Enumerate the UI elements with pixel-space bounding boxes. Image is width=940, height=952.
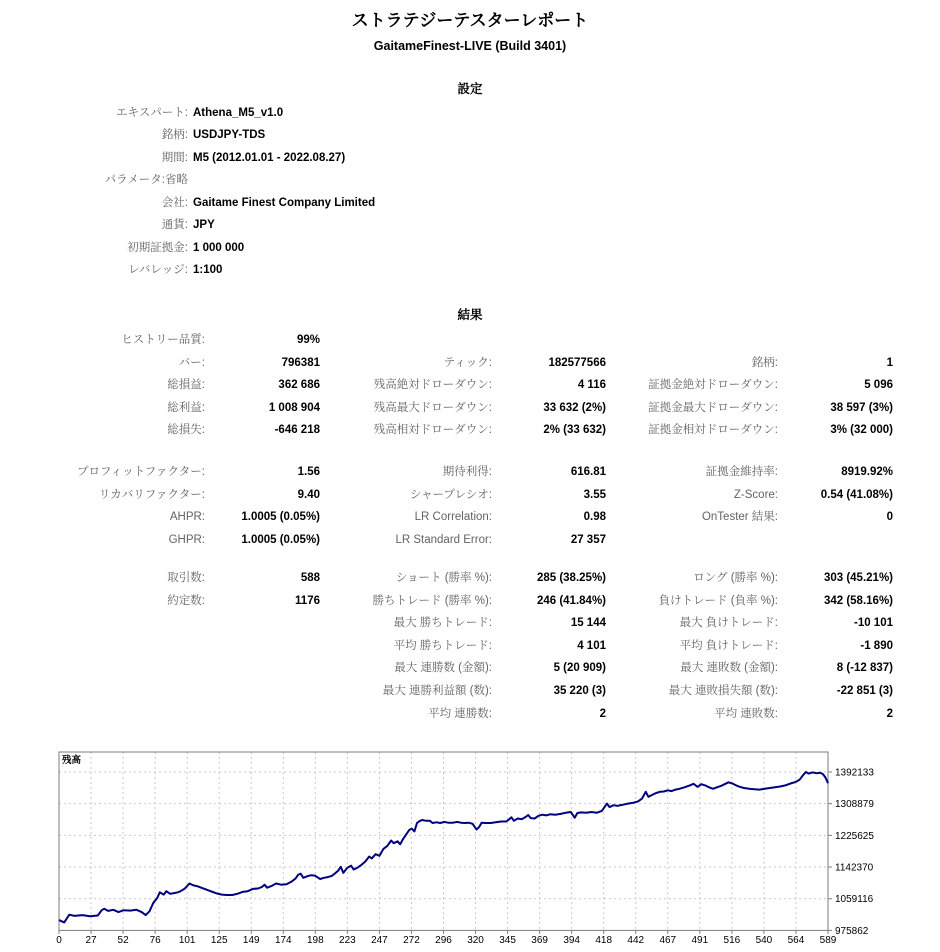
field-label: 取引数: [167, 572, 205, 584]
result-row [0, 615, 940, 632]
field-value: 9.40 [297, 488, 320, 501]
field-value: 3.55 [583, 488, 606, 501]
field-value: 38 597 (3%) [830, 401, 893, 414]
field-value: 182577566 [548, 356, 606, 369]
result-row [0, 509, 940, 526]
balance-chart [0, 740, 940, 952]
field-value: 3% (32 000) [830, 424, 893, 437]
field-value: 796381 [281, 356, 320, 369]
report-subtitle: GaitameFinest-LIVE (Build 3401) [373, 39, 567, 53]
field-label: LR Standard Error: [395, 533, 492, 546]
x-axis-tick-label: 369 [531, 935, 548, 946]
field-label: 平均 負けトレード: [679, 639, 778, 652]
field-label: AHPR: [169, 511, 205, 524]
x-axis-tick-label: 27 [85, 935, 97, 946]
field-label: 期間: [161, 151, 188, 164]
field-value: 1 [886, 356, 893, 369]
result-row [0, 332, 940, 349]
x-axis-tick-label: 0 [56, 935, 62, 946]
field-label: リカバリファクター: [98, 488, 205, 501]
field-label: レバレッジ: [128, 264, 188, 276]
x-axis-tick-label: 442 [627, 935, 645, 946]
field-value: 8919.92% [841, 466, 893, 478]
field-value: 4 116 [577, 379, 606, 392]
field-label: 総損失: [167, 424, 205, 437]
field-label: GHPR: [168, 533, 205, 546]
x-axis-tick-label: 320 [467, 935, 484, 946]
y-axis-tick-label: 1308879 [835, 799, 874, 811]
field-label: 初期証拠金: [127, 241, 188, 254]
field-value: 246 (41.84%) [536, 594, 606, 607]
field-label: プロフィットファクター: [77, 466, 205, 478]
field-label: 負けトレード (負率 %): [658, 594, 778, 607]
y-axis-tick-label: 1392133 [835, 767, 874, 779]
field-label: シャープレシオ: [409, 488, 492, 501]
result-row [0, 638, 940, 655]
result-row [0, 355, 940, 372]
field-label: LR Correlation: [414, 511, 492, 524]
results-heading: 結果 [457, 308, 483, 322]
field-value: 616.81 [570, 466, 606, 478]
field-label: ヒストリー品質: [121, 334, 205, 346]
result-row [0, 400, 940, 417]
x-axis-tick-label: 198 [306, 935, 324, 946]
field-label: 約定数: [167, 594, 205, 607]
y-axis-tick-label: 1142370 [835, 862, 874, 874]
field-label: バー: [178, 356, 205, 369]
field-value: 362 686 [278, 379, 320, 392]
field-value: M5 (2012.01.01 - 2022.08.27) [193, 151, 346, 164]
field-value: Athena_M5_v1.0 [193, 106, 284, 119]
field-label: 平均 連敗数: [714, 707, 778, 720]
field-label: 平均 勝ちトレード: [393, 639, 492, 652]
x-axis-tick-label: 52 [117, 935, 129, 946]
x-axis-tick-label: 125 [210, 935, 228, 946]
field-value: 0.54 (41.08%) [820, 488, 893, 501]
field-label: OnTester 結果: [701, 511, 778, 524]
field-label: 総利益: [167, 401, 205, 414]
result-row [0, 464, 940, 481]
field-value: 2% (33 632) [543, 424, 606, 437]
field-value: 1 008 904 [268, 401, 320, 414]
page-title: ストラテジーテスターレポート [351, 11, 589, 30]
settings-row [0, 150, 940, 167]
field-label: 平均 連勝数: [428, 707, 492, 720]
field-label: 最大 連勝利益額 (数): [382, 685, 492, 697]
settings-row [0, 105, 940, 122]
settings-row [0, 195, 940, 212]
field-label: 銘柄: [161, 129, 188, 141]
field-label: 通貨: [161, 219, 188, 231]
x-axis-tick-label: 247 [371, 935, 388, 946]
x-axis-tick-label: 272 [403, 935, 420, 946]
y-axis-tick-label: 1225625 [835, 830, 874, 842]
field-label: 最大 連敗数 (金額): [680, 662, 778, 675]
field-label: エキスパート: [116, 106, 188, 119]
x-axis-tick-label: 76 [149, 935, 161, 946]
field-value: 8 (-12 837) [836, 662, 893, 675]
result-row [0, 487, 940, 504]
x-axis-tick-label: 418 [595, 935, 613, 946]
x-axis-tick-label: 149 [242, 935, 260, 946]
field-value: 1.56 [297, 466, 320, 478]
field-label: 証拠金相対ドローダウン: [648, 424, 778, 437]
field-value: 4 101 [577, 639, 606, 652]
x-axis-tick-label: 174 [274, 935, 292, 946]
field-value: 35 220 (3) [553, 685, 606, 697]
x-axis-tick-label: 516 [723, 935, 741, 946]
field-value: 342 (58.16%) [823, 594, 893, 607]
x-axis-tick-label: 223 [339, 935, 356, 946]
field-value: -10 101 [853, 617, 893, 630]
x-axis-tick-label: 394 [563, 935, 581, 946]
settings-row [0, 217, 940, 234]
field-value: 15 144 [570, 617, 606, 630]
field-value: JPY [193, 219, 215, 231]
result-row [0, 660, 940, 677]
result-row [0, 683, 940, 700]
x-axis-tick-label: 467 [659, 935, 677, 946]
field-label: 残高最大ドローダウン: [373, 401, 492, 414]
field-value: USDJPY-TDS [193, 129, 266, 141]
field-label: 銘柄: [751, 356, 778, 369]
settings-row [0, 127, 940, 144]
result-row [0, 706, 940, 723]
field-value: 33 632 (2%) [543, 401, 606, 414]
field-value: 2 [599, 707, 606, 720]
x-axis-tick-label: 491 [691, 935, 709, 946]
field-value: 285 (38.25%) [536, 572, 606, 584]
field-value: 588 [300, 572, 320, 584]
field-label: ショート (勝率 %): [395, 572, 492, 584]
x-axis-tick-label: 296 [435, 935, 452, 946]
field-value: 5 096 [864, 379, 893, 392]
field-value: 2 [886, 707, 893, 720]
field-label: ティック: [443, 356, 492, 369]
field-value: 0 [886, 511, 893, 524]
field-label: 残高相対ドローダウン: [373, 424, 492, 437]
result-row [0, 377, 940, 394]
field-label: 最大 連敗損失額 (数): [668, 685, 778, 697]
x-axis-tick-label: 101 [178, 935, 196, 946]
field-label: 最大 連勝数 (金額): [394, 662, 492, 675]
field-label: ロング (勝率 %): [693, 572, 778, 584]
field-label: 期待利得: [442, 466, 492, 478]
field-value: 0.98 [583, 511, 606, 524]
x-axis-tick-label: 345 [499, 935, 516, 946]
field-value: 1 000 000 [193, 241, 245, 254]
balance-chart-svg [0, 740, 940, 952]
field-label: 証拠金維持率: [705, 466, 778, 478]
field-value: 1176 [295, 594, 320, 607]
result-row [0, 422, 940, 439]
result-row [0, 593, 940, 610]
settings-row [0, 240, 940, 257]
field-label: 最大 負けトレード: [679, 617, 778, 630]
result-row [0, 570, 940, 587]
field-value: 303 (45.21%) [823, 572, 893, 584]
field-value: 5 (20 909) [553, 662, 606, 675]
field-value: -646 218 [274, 424, 320, 437]
field-value: -1 890 [860, 639, 893, 652]
x-axis-tick-label: 589 [819, 935, 837, 946]
field-label: 証拠金絶対ドローダウン: [648, 379, 778, 392]
y-axis-tick-label: 1059116 [835, 894, 874, 906]
x-axis-tick-label: 540 [755, 935, 773, 946]
field-label: 総損益: [167, 379, 205, 392]
settings-row [0, 172, 940, 189]
field-label: 残高絶対ドローダウン: [373, 379, 492, 392]
field-value: 1:100 [193, 264, 223, 276]
chart-balance-label: 残高 [62, 755, 82, 766]
field-value: 1.0005 (0.05%) [241, 533, 320, 546]
field-label: 最大 勝ちトレード: [393, 617, 492, 630]
field-value: Gaitame Finest Company Limited [193, 196, 376, 209]
y-axis-tick-label: 975862 [835, 925, 869, 937]
field-value: 1.0005 (0.05%) [241, 511, 320, 524]
field-label: 証拠金最大ドローダウン: [648, 401, 778, 414]
field-value: 27 357 [570, 533, 606, 546]
field-label: 会社: [161, 196, 188, 209]
field-label: 勝ちトレード (勝率 %): [372, 594, 492, 607]
field-label: Z-Score: [733, 488, 778, 501]
field-label: パラメータ:省略 [104, 174, 188, 186]
field-value: -22 851 (3) [836, 685, 893, 697]
result-row [0, 532, 940, 549]
x-axis-tick-label: 564 [787, 935, 805, 946]
settings-row [0, 262, 940, 279]
settings-heading: 設定 [457, 82, 483, 96]
field-value: 99% [296, 334, 320, 346]
